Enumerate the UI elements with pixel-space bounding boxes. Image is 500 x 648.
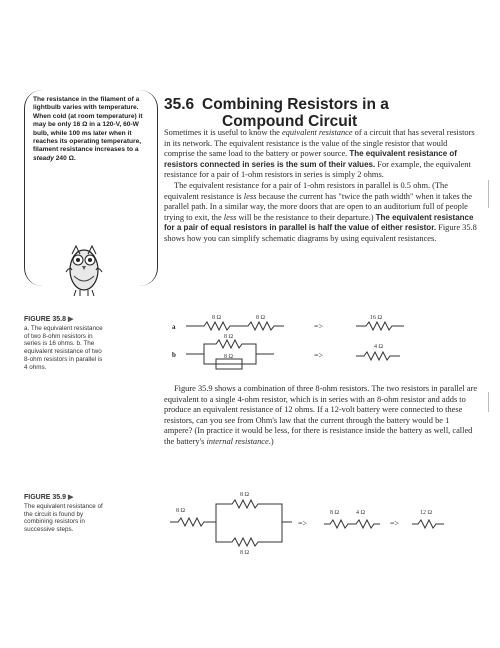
figure-35-8-label-a: a <box>172 323 176 331</box>
figure-35-8-caption <box>24 316 106 372</box>
paragraph-3 <box>164 384 478 448</box>
resistor-a1-label: 8 Ω <box>212 315 221 321</box>
equivalence-arrow-2: => <box>390 519 400 528</box>
figure-arrow-icon: ▶ <box>67 316 74 323</box>
p2-text-a: The equivalent resistance for a pair of 1-ohm resistors in parallel is 0.5 ohm. (The equivalent resistance is <box>164 180 448 201</box>
owl-mascot-illustration <box>64 236 104 298</box>
figure-35-9-caption-text: The equivalent resistance of the circuit is found by combining resistors in successive steps. <box>24 502 103 534</box>
figure-35-8-title <box>24 316 106 324</box>
resistor-b1-label: 8 Ω <box>224 334 233 340</box>
figure-35-8-caption-text: a. The equivalent resistance of two 8-ohm resistors in series is 16 ohms. b. The equivalent resistance of two 8-ohm resistors in parallel is 4 ohms. <box>24 324 103 371</box>
resistor-mid1-label: 8 Ω <box>330 510 339 516</box>
figure-35-8-label-b: b <box>172 351 176 359</box>
p3-text-a: Figure 35.9 shows a combination of three 8-ohm resistors. The two resistors in parallel are equivalent to a single 4-ohm resistor, which is in series with an 8-ohm resistor and adds to produce an equivalent resistance of 12 ohms. If a 12-volt battery were connected to these resistors, can you see from Ohm's law that the current through the battery would be 1 ampere? (In practice it would be less, for there is resistance inside the battery as well, called the battery's <box>164 384 478 446</box>
paragraph-2 <box>164 181 478 245</box>
p2-text-c: will be the resistance to their departure.) <box>236 212 376 222</box>
sidebar-note-text-end: 240 Ω. <box>53 154 76 162</box>
body-text <box>164 128 478 245</box>
figure-35-8-diagram <box>164 312 478 372</box>
section-heading <box>164 96 464 130</box>
p1-bold: The equivalent resistance of resistors connected in series is the sum of their values. <box>164 149 457 169</box>
resistor-b2-label: 8 Ω <box>224 354 233 360</box>
sidebar-note-emphasis: steady <box>33 154 54 162</box>
equivalence-arrow-a: => <box>314 322 324 331</box>
resistor-left-label: 8 Ω <box>176 508 185 514</box>
section-title-line2: Compound Circuit <box>222 113 358 130</box>
p2-text-d: Figure 35.8 shows how you can simplify schematic diagrams by using equivalent resistances. <box>164 223 477 243</box>
p2-emphasis-2: less <box>223 212 237 222</box>
equivalence-arrow-1: => <box>298 519 308 528</box>
figure-arrow-icon: ▶ <box>67 494 74 501</box>
figure-35-9-caption <box>24 494 106 534</box>
equivalence-arrow-b: => <box>314 351 324 360</box>
sidebar-note-text: The resistance in the filament of a lightbulb varies with temperature. When cold (at room temperature) it may be only 16 Ω in a 120-V, 60-W bulb, while 100 ms later when it reaches its operating temperature, filament resistance increases to a <box>33 96 143 154</box>
figure-35-9-diagram <box>164 488 478 560</box>
resistor-mid2-label: 4 Ω <box>356 510 365 516</box>
p3-emphasis: internal resistance <box>206 436 269 446</box>
p1-text-a: Sometimes it is useful to know the <box>164 128 282 137</box>
section-number: 35.6 <box>164 96 195 113</box>
section-title-line1: Combining Resistors in a <box>202 96 389 113</box>
paragraph-1 <box>164 128 478 181</box>
resistor-a-equivalent-label: 16 Ω <box>370 315 382 321</box>
resistor-b-equivalent-label: 4 Ω <box>374 344 383 350</box>
p3-text-b: .) <box>268 436 274 446</box>
p1-emphasis: equivalent resistance <box>281 128 353 137</box>
figure-35-9-title-text: FIGURE 35.9 <box>24 494 67 501</box>
resistor-bottom-label: 8 Ω <box>240 550 249 556</box>
p2-emphasis: less <box>243 191 257 201</box>
figure-35-9-title <box>24 494 106 502</box>
resistor-top-label: 8 Ω <box>240 492 249 498</box>
figure-35-8-title-text: FIGURE 35.8 <box>24 316 67 323</box>
p1-text-c: For example, the equivalent resistance for a pair of 1-ohm resistors in series is simply 2 ohms. <box>164 159 471 180</box>
margin-rule <box>488 180 489 208</box>
p2-text-b: because the current has "twice the path width" when it takes the parallel path. In a similar way, the more doors that are open to an auditorium full of people trying to exit, the <box>164 191 473 222</box>
margin-rule <box>488 392 489 412</box>
resistor-equivalent-label: 12 Ω <box>420 510 432 516</box>
p1-text-b: of a circuit that has several resistors in its network. The equivalent resistance is the value of the single resistor that would comprise the same load to the battery or power source. <box>164 128 475 159</box>
p2-bold: The equivalent resistance for a pair of equal resistors in parallel is half the value of either resistor. <box>164 212 474 233</box>
resistor-a2-label: 8 Ω <box>256 315 265 321</box>
